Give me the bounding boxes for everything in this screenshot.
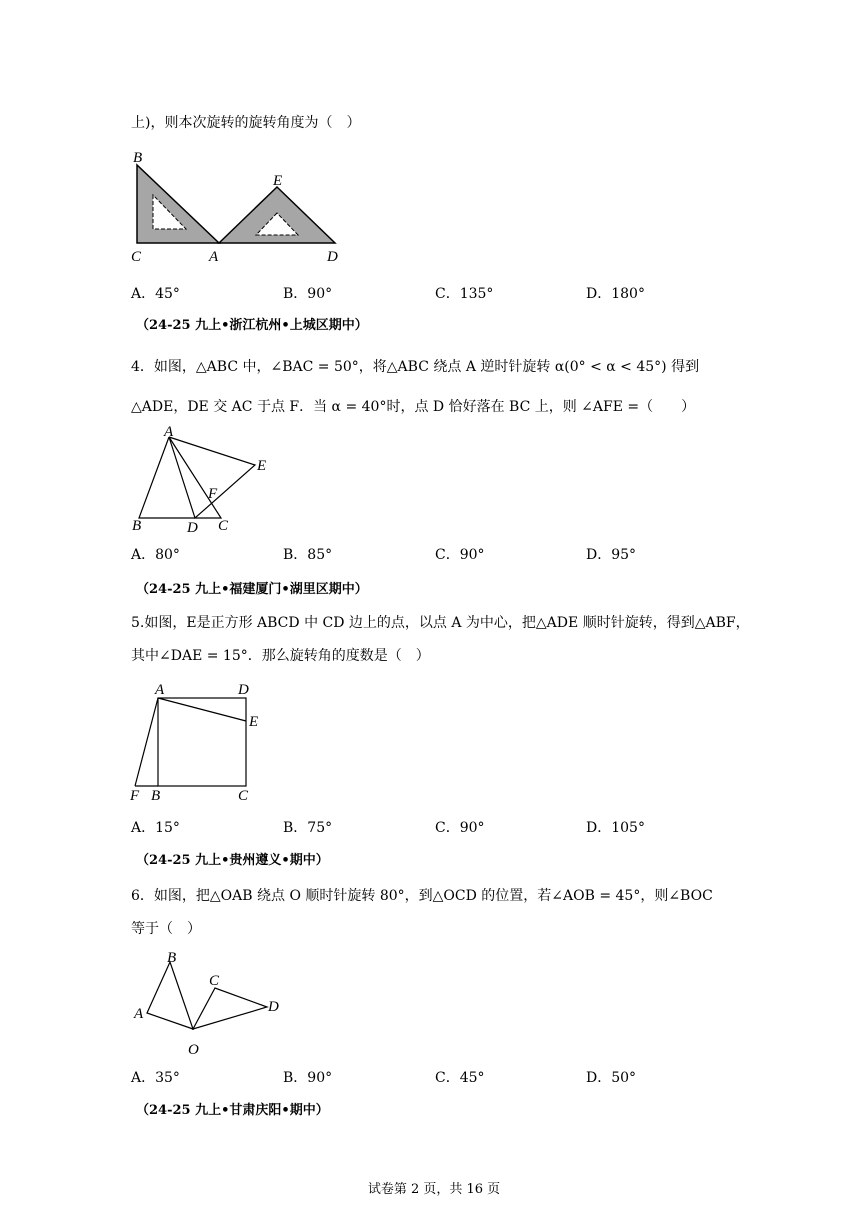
q6-option-d[interactable]: D．50° — [586, 1070, 637, 1086]
q5-label-d: D — [238, 682, 249, 698]
q6-label-d: D — [268, 999, 279, 1015]
q4-stem-line1: 4．如图，△ABC 中，∠BAC = 50°，将△ABC 绕点 A 逆时针旋转 α(0° < α < 45°) 得到 — [131, 359, 700, 375]
q5-option-d[interactable]: D．105° — [586, 820, 645, 836]
q4-label-f: F — [208, 486, 218, 502]
q6-option-b[interactable]: B．90° — [283, 1070, 333, 1086]
q3-option-d[interactable]: D．180° — [586, 286, 645, 302]
q4-label-c: C — [218, 518, 229, 534]
q3-label-d: D — [327, 249, 338, 265]
q5-label-e: E — [249, 714, 259, 730]
q6-option-a[interactable]: A．35° — [131, 1070, 180, 1086]
q6-label-b: B — [167, 950, 177, 966]
page-footer: 试卷第 2 页，共 16 页 — [367, 1182, 501, 1197]
q3-label-b: B — [133, 150, 143, 166]
q3-option-c[interactable]: C．135° — [435, 286, 494, 302]
q4-option-d[interactable]: D．95° — [586, 547, 637, 563]
q6-option-c[interactable]: C．45° — [435, 1070, 485, 1086]
q5-source: （24-25 九上•福建厦门•湖里区期中） — [136, 582, 368, 597]
q6-label-o: O — [188, 1042, 199, 1058]
q4-stem-line2: △ADE，DE 交 AC 于点 F．当 α = 40°时，点 D 恰好落在 BC 上，则 ∠AFE =（ ） — [131, 399, 696, 415]
q4-option-a[interactable]: A．80° — [131, 547, 180, 563]
q7-source: （24-25 九上•甘肃庆阳•期中） — [136, 1103, 329, 1118]
q3-options — [131, 284, 731, 304]
q5-label-c: C — [238, 788, 249, 804]
q5-label-b: B — [151, 788, 161, 804]
q6-options — [131, 1068, 731, 1088]
q6-stem-line2: 等于（ ） — [131, 921, 201, 937]
q6-label-c: C — [209, 973, 220, 989]
q5-option-a[interactable]: A．15° — [131, 820, 180, 836]
q3-option-a[interactable]: A．45° — [131, 286, 180, 302]
q4-option-c[interactable]: C．90° — [435, 547, 485, 563]
q6-label-a: A — [134, 1006, 144, 1022]
q4-label-e: E — [257, 458, 267, 474]
q6-figure — [125, 945, 295, 1060]
q4-label-b: B — [132, 518, 142, 534]
q5-label-f: F — [130, 788, 140, 804]
q3-label-a: A — [209, 249, 219, 265]
q5-stem-line1: 5.如图，E是正方形 ABCD 中 CD 边上的点，以点 A 为中心，把△ADE 顺时针旋转，得到△ABF， — [131, 615, 750, 631]
q4-options — [131, 545, 731, 565]
q4-source: （24-25 九上•浙江杭州•上城区期中） — [136, 318, 368, 333]
q4-option-b[interactable]: B．85° — [283, 547, 333, 563]
q5-option-b[interactable]: B．75° — [283, 820, 333, 836]
q6-source: （24-25 九上•贵州遵义•期中） — [136, 853, 329, 868]
q3-label-e: E — [273, 173, 283, 189]
q3-stem: 上)，则本次旋转的旋转角度为（ ） — [131, 115, 361, 131]
q4-label-a: A — [164, 424, 174, 440]
q5-option-c[interactable]: C．90° — [435, 820, 485, 836]
q4-label-d: D — [187, 520, 198, 536]
q5-stem-line2: 其中∠DAE = 15°．那么旋转角的度数是（ ） — [131, 648, 430, 664]
q5-options — [131, 818, 731, 838]
q3-option-b[interactable]: B．90° — [283, 286, 333, 302]
q5-figure — [125, 675, 275, 805]
q3-label-c: C — [131, 249, 142, 265]
q4-figure — [125, 422, 285, 537]
q6-stem-line1: 6．如图，把△OAB 绕点 O 顺时针旋转 80°，到△OCD 的位置，若∠AOB = 45°，则∠BOC — [131, 888, 713, 904]
q5-label-a: A — [155, 682, 165, 698]
q3-figure — [125, 145, 355, 270]
